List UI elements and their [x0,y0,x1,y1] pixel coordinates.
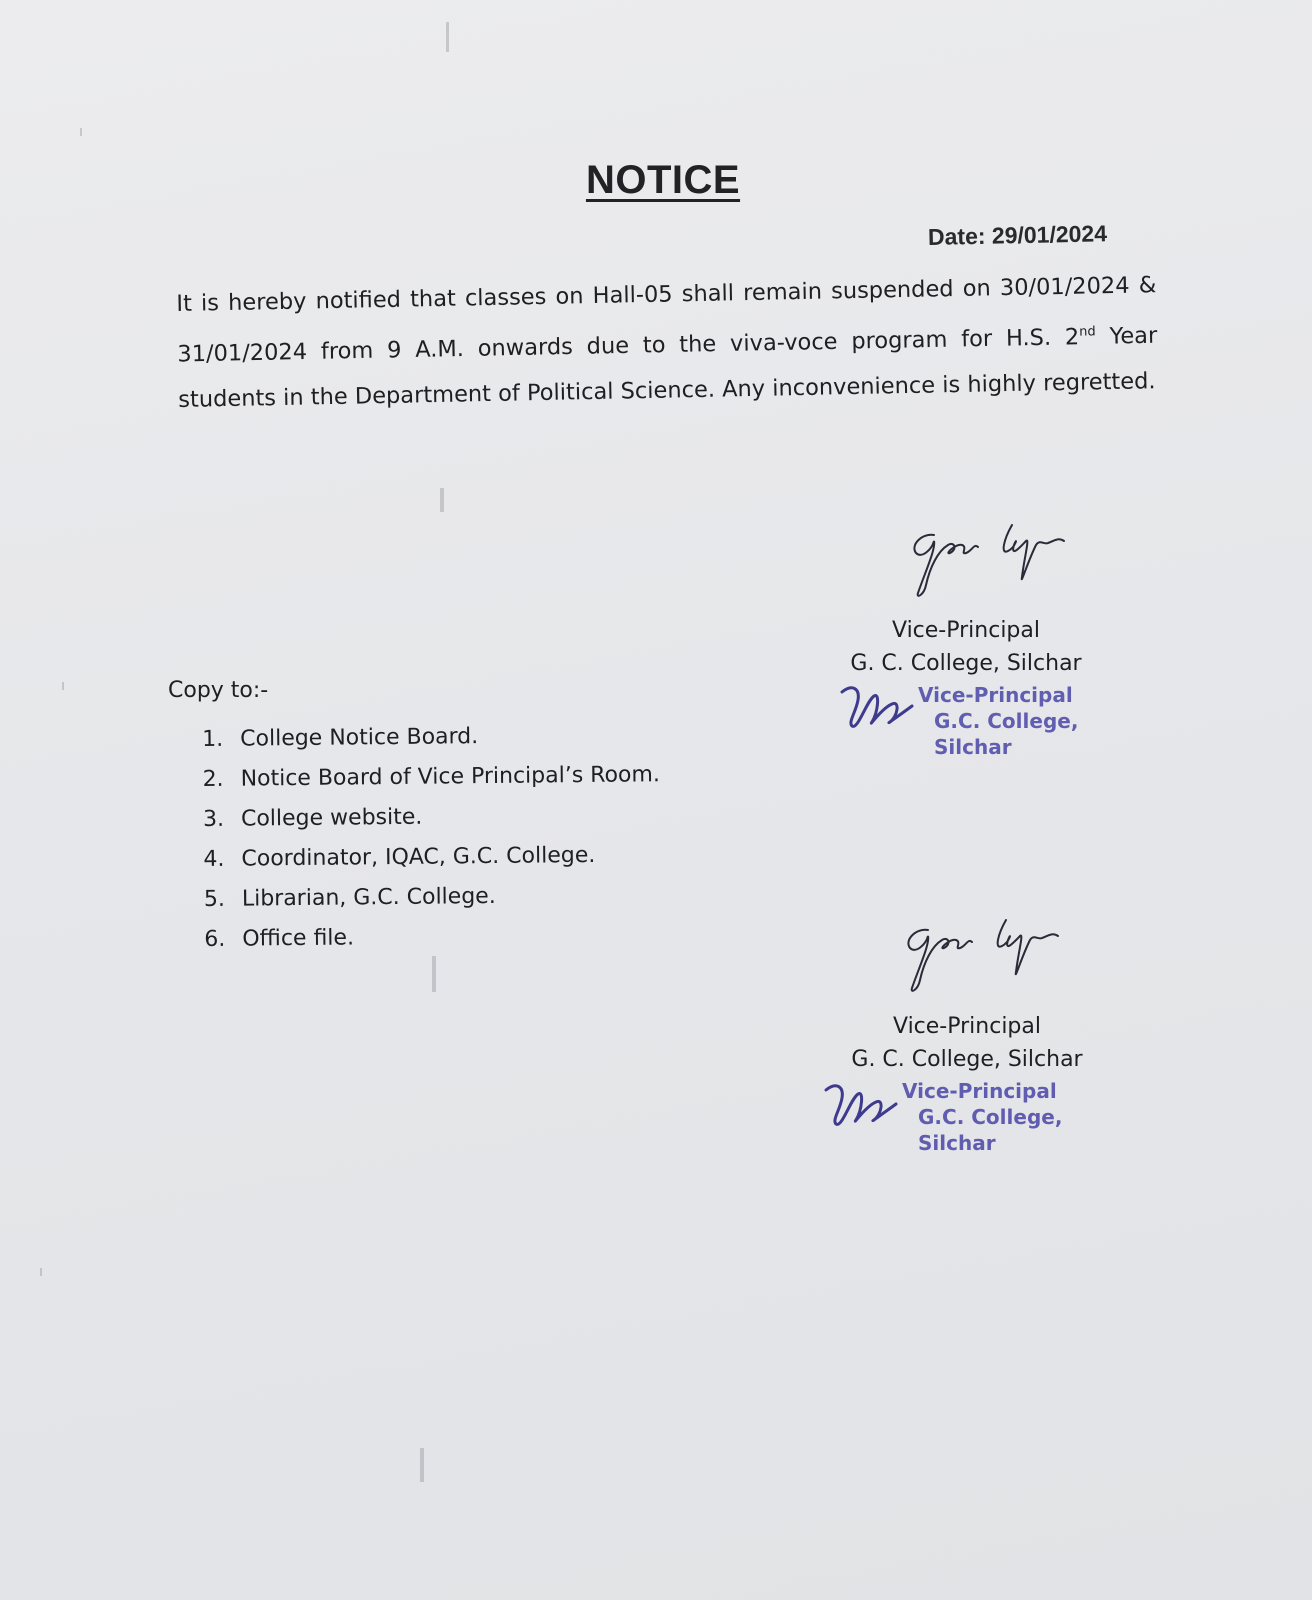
signatory-institution: G. C. College, Silchar [851,1047,1083,1072]
signatory-block-1 [836,614,1096,680]
notice-date: Date: 29/01/2024 [927,220,1108,250]
signature-image [904,515,1104,605]
notice-title: NOTICE [585,158,741,202]
notice-body [176,263,1159,422]
list-item-text: Office file. [242,925,355,952]
signatory-block-2 [836,1010,1098,1076]
list-item-number: 5. [203,886,226,912]
stamp-title: Vice-Principal [902,1079,1057,1103]
stamp-title: Vice-Principal [918,683,1073,707]
list-item-number: 1. [202,726,224,752]
paper-speck [420,1448,424,1482]
list-item-text: College website. [240,804,423,832]
paper-speck [432,956,436,992]
signatory-title: Vice-Principal [893,1014,1041,1039]
list-item-number: 6. [204,926,226,952]
list-item [202,755,660,800]
paper-speck [40,1268,42,1276]
list-item-number: 2. [202,766,224,792]
list-item-number: 3. [202,806,225,832]
notice-body-part2: Year students in the Department of Political Science. Any inconvenience is highly regretted. [178,322,1158,413]
list-item-number: 4. [203,846,225,872]
paper-speck [440,488,444,512]
stamp-institution: G.C. College, Silchar [934,709,1079,759]
notice-body-superscript: nd [1079,324,1096,340]
list-item [202,715,660,760]
copy-to-heading: Copy to:- [168,678,269,703]
list-item [203,795,661,840]
list-item-text: Notice Board of Vice Principal’s Room. [240,762,661,792]
paper-speck [80,128,82,136]
notice-body-part1: It is hereby notified that classes on Hall-05 shall remain suspended on 30/01/2024 & 31/01/2024 from 9 A.M. onwards due to the viva-voce program for H.S. 2 [176,272,1157,368]
paper-speck [446,22,449,52]
list-item [204,875,662,920]
copy-to-list [202,715,662,960]
signatory-title: Vice-Principal [892,618,1040,643]
official-stamp-1 [842,682,1122,760]
official-stamp-2 [826,1078,1116,1156]
stamp-institution: G.C. College, Silchar [918,1105,1063,1155]
list-item [204,915,662,960]
list-item-text: Librarian, G.C. College. [241,883,496,912]
paper-speck [62,682,64,690]
signatory-institution: G. C. College, Silchar [850,651,1082,676]
signature-image [898,910,1098,1000]
list-item-text: College Notice Board. [240,724,479,752]
list-item-text: Coordinator, IQAC, G.C. College. [241,842,596,872]
list-item [203,835,661,880]
